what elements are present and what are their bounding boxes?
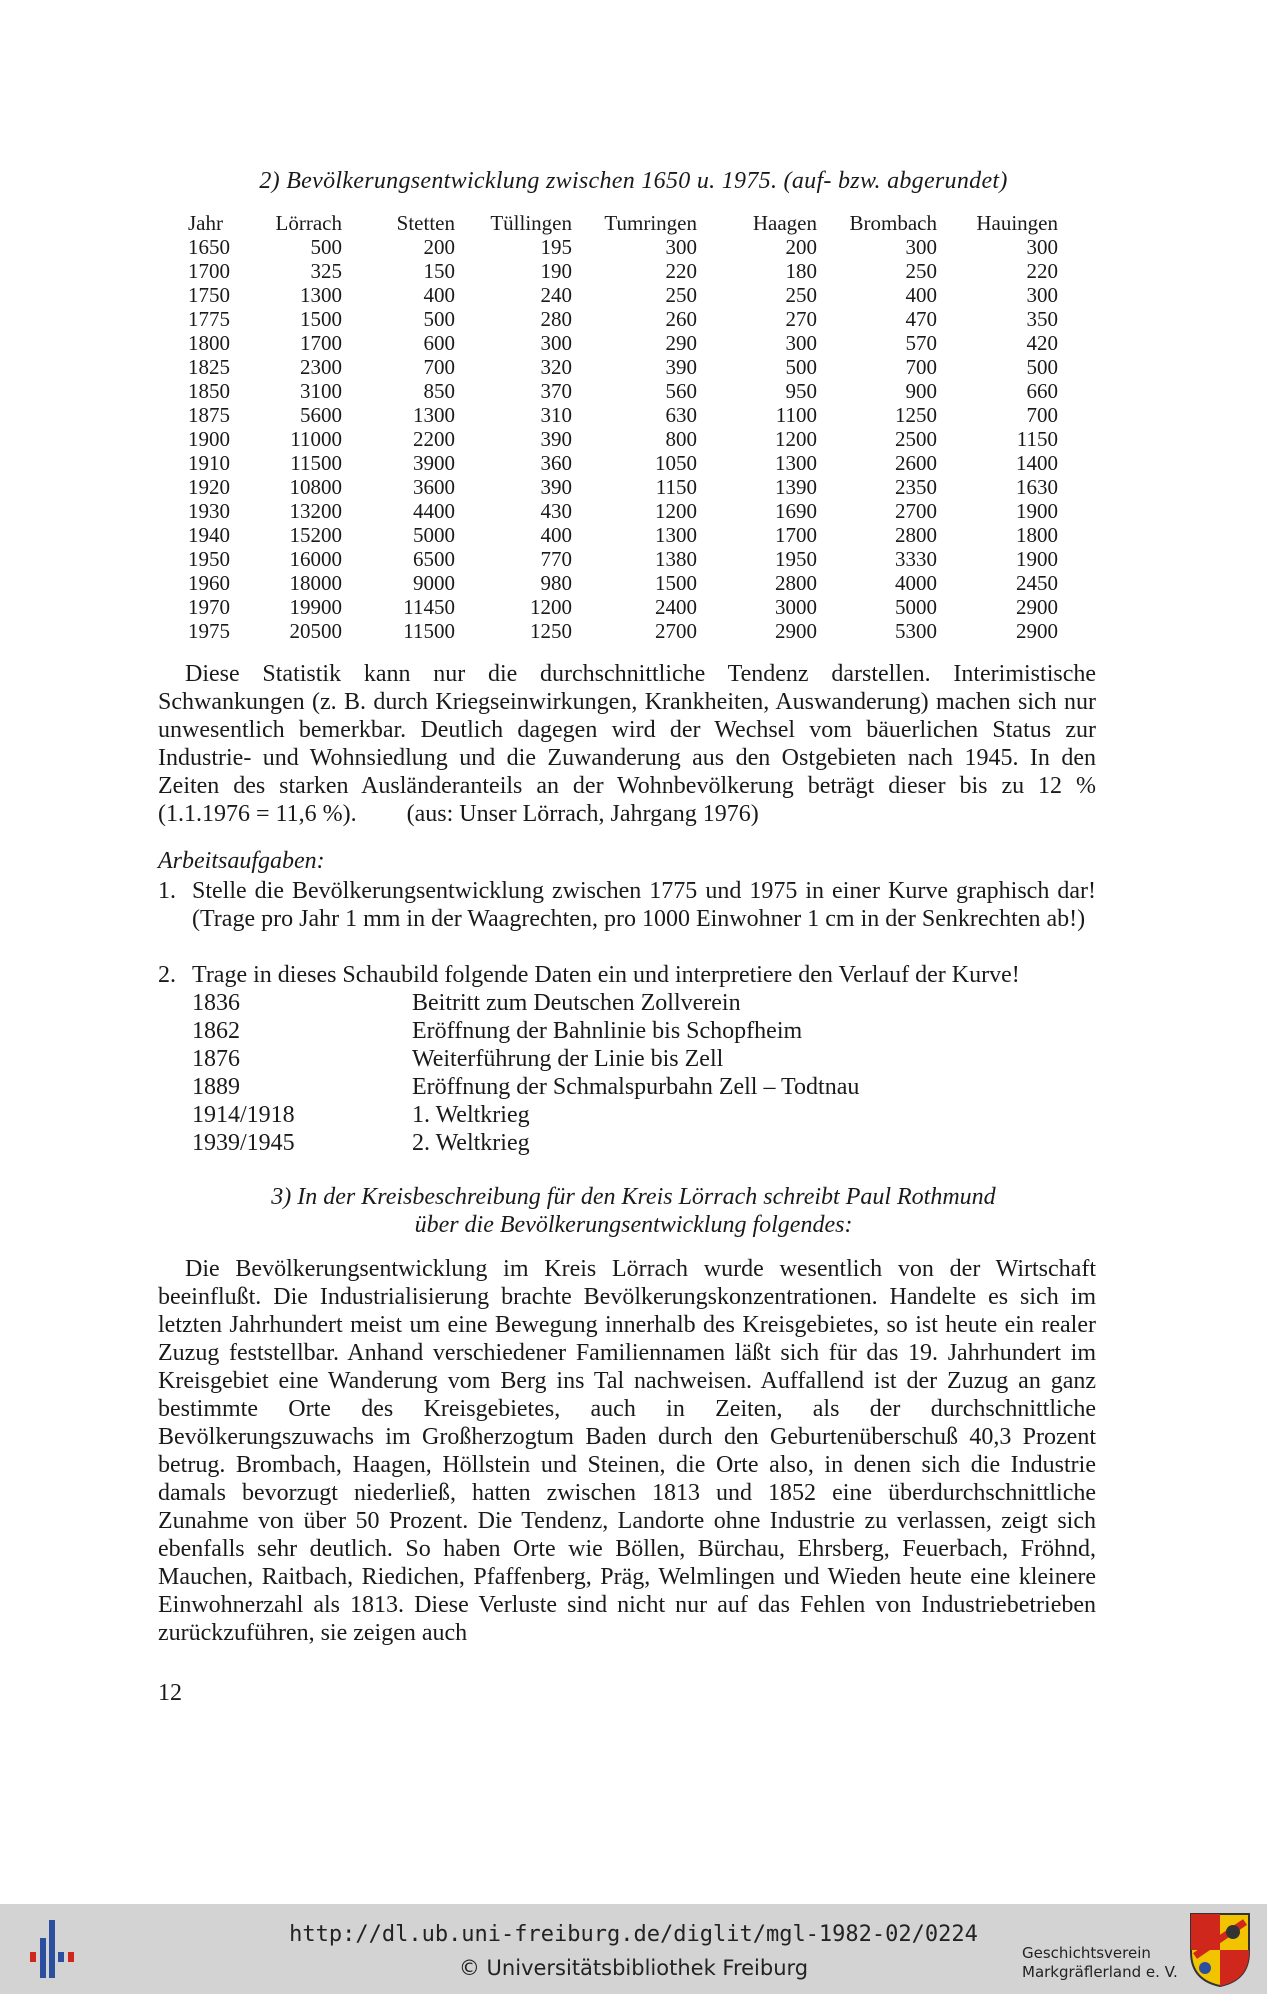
table-cell-value: 250 [665, 283, 697, 307]
table-cell-value: 11000 [290, 427, 342, 451]
footer-bar [0, 1904, 1267, 1994]
table-cell-value: 5600 [300, 403, 342, 427]
table-cell-value: 260 [665, 307, 697, 331]
table-cell-value: 630 [665, 403, 697, 427]
table-cell-value: 3100 [300, 379, 342, 403]
table-cell-value: 11500 [290, 451, 342, 475]
table-cell-value: 2600 [895, 451, 937, 475]
table-cell-value: 5000 [895, 595, 937, 619]
table-cell-value: 2400 [655, 595, 697, 619]
table-row [188, 235, 1058, 259]
table-cell-value: 430 [540, 499, 572, 523]
table-cell-value: 5300 [895, 619, 937, 643]
section-3-line-1: 3) In der Kreisbeschreibung für den Kreis Lörrach schreibt Paul Rothmund [271, 1184, 996, 1210]
table-cell-value: 300 [905, 235, 937, 259]
table-row [188, 547, 1058, 571]
table-cell-year: 1825 [188, 355, 230, 379]
event-date: 1836 [192, 990, 240, 1016]
table-cell-year: 1950 [188, 547, 230, 571]
table-cell-value: 390 [665, 355, 697, 379]
paragraph-rothmund: Die Bevölkerungsentwicklung im Kreis Lörrach wurde wesentlich von der Wirtschaft beeinflußt. Die Industrialisierung brachte Bevölkerungskonzentrationen. Handelte es sich im letzten Jahrhundert meist um eine Bewegung innerhalb des Kreisgebietes, so ist heute ein realer Zuzug feststellbar. Anhand verschiedener Familiennamen läßt sich für das 19. Jahrhundert im Kreisgebiet eine Wanderung vom Berg ins Tal nachweisen. Auffallend ist der Zuzug an ganz bestimmte Orte des Kreisgebietes, auch in Zeiten, als der durchschnittliche Bevölkerungszuwachs im Großherzogtum Baden durch den Geburtenüberschuß 40,3 Prozent betrug. Brombach, Haagen, Höllstein und Steinen, die Orte also, in denen sich die Industrie damals bevorzugt niederließ, hatten zwischen 1813 und 1852 eine überdurchschnittliche Zunahme von über 50 Prozent. Die Tendenz, Landorte ohne Industrie zu verlassen, zeigt sich ebenfalls sehr deutlich. So haben Orte wie Böllen, Bürchau, Ehrsberg, Feuerbach, Fröhnd, Mauchen, Raitbach, Riedichen, Pfaffenberg, Präg, Welmlingen und Wieden heute eine kleinere Einwohnerzahl als 1813. Diese Verluste sind nicht nur auf das Fehlen von Industriebetrieben zurückzuführen, sie zeigen auch [158, 1256, 1096, 1646]
table-cell-value: 390 [540, 475, 572, 499]
table-cell-year: 1800 [188, 331, 230, 355]
section-3-heading [0, 1183, 1267, 1239]
table-cell-year: 1650 [188, 235, 230, 259]
column-header-tumringen: Tumringen [604, 210, 697, 235]
table-cell-value: 370 [540, 379, 572, 403]
table-row [188, 571, 1058, 595]
task-2 [158, 961, 1096, 989]
table-cell-value: 1300 [413, 403, 455, 427]
table-cell-value: 5000 [413, 523, 455, 547]
column-header-lörrach: Lörrach [275, 210, 342, 235]
table-cell-value: 220 [1026, 259, 1058, 283]
event-item [192, 989, 859, 1017]
table-cell-year: 1930 [188, 499, 230, 523]
table-cell-value: 9000 [413, 571, 455, 595]
table-cell-value: 1900 [1016, 547, 1058, 571]
table-cell-value: 400 [423, 283, 455, 307]
table-row [188, 619, 1058, 643]
task-text: Trage in dieses Schaubild folgende Daten ein und interpretiere den Verlauf der Kurve! [192, 962, 1020, 988]
table-header-row [188, 210, 1058, 235]
table-cell-value: 2450 [1016, 571, 1058, 595]
table-cell-value: 700 [423, 355, 455, 379]
table-cell-year: 1750 [188, 283, 230, 307]
table-cell-value: 500 [1026, 355, 1058, 379]
table-cell-value: 13200 [289, 499, 342, 523]
table-cell-value: 300 [1026, 235, 1058, 259]
table-cell-value: 980 [540, 571, 572, 595]
paragraph-source: (aus: Unser Lörrach, Jahrgang 1976) [406, 801, 759, 827]
table-cell-value: 3600 [413, 475, 455, 499]
table-cell-value: 3000 [775, 595, 817, 619]
table-row [188, 451, 1058, 475]
table-cell-value: 1200 [530, 595, 572, 619]
coat-of-arms-icon [1189, 1912, 1251, 1988]
page-number: 12 [158, 1680, 182, 1706]
table-cell-value: 2200 [413, 427, 455, 451]
table-cell-value: 1900 [1016, 499, 1058, 523]
table-cell-value: 1630 [1016, 475, 1058, 499]
table-cell-value: 1500 [300, 307, 342, 331]
table-cell-value: 1800 [1016, 523, 1058, 547]
table-cell-value: 16000 [289, 547, 342, 571]
table-row [188, 331, 1058, 355]
table-cell-value: 325 [310, 259, 342, 283]
table-cell-value: 10800 [289, 475, 342, 499]
event-date: 1939/1945 [192, 1130, 295, 1156]
table-cell-value: 1400 [1016, 451, 1058, 475]
org-name-line-1: Geschichtsverein [1022, 1944, 1151, 1962]
table-cell-value: 1390 [775, 475, 817, 499]
table-cell-value: 570 [905, 331, 937, 355]
org-name-line-2: Markgräflerland e. V. [1022, 1963, 1178, 1981]
table-cell-value: 900 [905, 379, 937, 403]
task-1 [158, 877, 1096, 933]
paragraph-text: Diese Statistik kann nur die durchschnittliche Tendenz darstellen. Interimistische Schwankungen (z. B. durch Kriegseinwirkungen, Krankheiten, Auswanderung) machen sich nur unwesentlich bemerkbar. Deutlich dagegen wird der Wechsel vom bäuerlichen Status zur Industrie- und Wohnsiedlung und die Zuwanderung aus den Ostgebieten nach 1945. In den Zeiten des starken Ausländeranteils an der Wohnbevölkerung beträgt dieser bis zu 12 % (1.1.1976 = 11,6 %). [158, 661, 1096, 827]
table-title: 2) Bevölkerungsentwicklung zwischen 1650 u. 1975. (auf- bzw. abgerundet) [259, 168, 1008, 194]
table-cell-year: 1900 [188, 427, 230, 451]
table-cell-value: 500 [423, 307, 455, 331]
column-header-tüllingen: Tüllingen [490, 210, 572, 235]
table-cell-value: 2800 [775, 571, 817, 595]
table-cell-value: 250 [785, 283, 817, 307]
table-cell-value: 200 [423, 235, 455, 259]
table-cell-value: 1300 [300, 283, 342, 307]
table-cell-value: 270 [785, 307, 817, 331]
table-cell-value: 2350 [895, 475, 937, 499]
table-row [188, 523, 1058, 547]
table-cell-value: 2900 [1016, 619, 1058, 643]
table-cell-value: 1150 [1016, 427, 1058, 451]
footer-organization [1022, 1944, 1178, 1982]
table-cell-value: 4000 [895, 571, 937, 595]
table-cell-year: 1875 [188, 403, 230, 427]
table-cell-value: 950 [785, 379, 817, 403]
table-row [188, 379, 1058, 403]
population-table [188, 210, 1058, 643]
table-cell-value: 3330 [895, 547, 937, 571]
table-cell-value: 560 [665, 379, 697, 403]
table-body [188, 235, 1058, 643]
table-cell-value: 2900 [1016, 595, 1058, 619]
event-item [192, 1017, 859, 1045]
table-cell-value: 15200 [289, 523, 342, 547]
table-cell-value: 1950 [775, 547, 817, 571]
section-3-line-2: über die Bevölkerungsentwicklung folgendes: [414, 1212, 853, 1238]
table-cell-value: 600 [423, 331, 455, 355]
table-cell-value: 150 [423, 259, 455, 283]
table-cell-year: 1920 [188, 475, 230, 499]
table-cell-value: 1500 [655, 571, 697, 595]
table-cell-value: 500 [310, 235, 342, 259]
table-cell-value: 2700 [655, 619, 697, 643]
footer-copyright: © Universitätsbibliothek Freiburg [458, 1956, 809, 1980]
table-cell-value: 300 [540, 331, 572, 355]
table-cell-year: 1940 [188, 523, 230, 547]
table-cell-value: 390 [540, 427, 572, 451]
table-cell-value: 1300 [775, 451, 817, 475]
table-cell-value: 400 [905, 283, 937, 307]
table-cell-year: 1700 [188, 259, 230, 283]
table-cell-value: 11500 [403, 619, 455, 643]
table-cell-value: 11450 [403, 595, 455, 619]
column-header-haagen: Haagen [752, 210, 817, 235]
table-cell-value: 1300 [655, 523, 697, 547]
table-cell-value: 200 [785, 235, 817, 259]
paragraph-statistics [158, 660, 1096, 828]
table-cell-value: 660 [1026, 379, 1058, 403]
table-row [188, 403, 1058, 427]
table-cell-year: 1850 [188, 379, 230, 403]
task-number: 1. [158, 878, 176, 904]
event-text: Eröffnung der Bahnlinie bis Schopfheim [412, 1018, 803, 1044]
table-cell-value: 360 [540, 451, 572, 475]
table-row [188, 475, 1058, 499]
table-cell-value: 180 [785, 259, 817, 283]
table-cell-value: 1690 [775, 499, 817, 523]
table-row [188, 499, 1058, 523]
table-cell-value: 320 [540, 355, 572, 379]
table-cell-value: 700 [1026, 403, 1058, 427]
table-cell-value: 220 [665, 259, 697, 283]
table-cell-value: 19900 [289, 595, 342, 619]
table-cell-value: 1700 [775, 523, 817, 547]
task-text: Stelle die Bevölkerungsentwicklung zwischen 1775 und 1975 in einer Kurve graphisch dar! (Trage pro Jahr 1 mm in der Waagrechten, pro 1000 Einwohner 1 cm in der Senkrechten ab!) [192, 878, 1096, 932]
table-cell-value: 1150 [655, 475, 697, 499]
event-text: Weiterführung der Linie bis Zell [412, 1046, 724, 1072]
table-row [188, 355, 1058, 379]
table-cell-value: 300 [1026, 283, 1058, 307]
event-text: Beitritt zum Deutschen Zollverein [412, 990, 741, 1016]
table-cell-value: 400 [540, 523, 572, 547]
table-cell-value: 1100 [775, 403, 817, 427]
table-cell-value: 2800 [895, 523, 937, 547]
table-cell-value: 800 [665, 427, 697, 451]
event-item [192, 1101, 859, 1129]
event-item [192, 1073, 859, 1101]
event-item [192, 1045, 859, 1073]
table-cell-value: 350 [1026, 307, 1058, 331]
table-cell-value: 1700 [300, 331, 342, 355]
table-cell-value: 1250 [895, 403, 937, 427]
table-cell-value: 420 [1026, 331, 1058, 355]
column-header-brombach: Brombach [849, 210, 937, 235]
table-cell-value: 850 [423, 379, 455, 403]
table-row [188, 595, 1058, 619]
table-cell-value: 300 [785, 331, 817, 355]
event-date: 1876 [192, 1046, 240, 1072]
column-header-hauingen: Hauingen [976, 210, 1058, 235]
table-cell-value: 2500 [895, 427, 937, 451]
table-cell-value: 280 [540, 307, 572, 331]
table-cell-value: 1050 [655, 451, 697, 475]
task-number: 2. [158, 962, 176, 988]
table-cell-value: 2700 [895, 499, 937, 523]
table-cell-value: 4400 [413, 499, 455, 523]
table-cell-value: 1250 [530, 619, 572, 643]
events-list [192, 989, 859, 1157]
table-cell-value: 20500 [289, 619, 342, 643]
table-cell-value: 290 [665, 331, 697, 355]
table-cell-year: 1960 [188, 571, 230, 595]
table-cell-value: 2900 [775, 619, 817, 643]
table-row [188, 259, 1058, 283]
table-cell-value: 2300 [300, 355, 342, 379]
table-row [188, 427, 1058, 451]
table-cell-value: 6500 [413, 547, 455, 571]
table-row [188, 307, 1058, 331]
table-cell-value: 195 [540, 235, 572, 259]
table-cell-value: 300 [665, 235, 697, 259]
footer-url[interactable]: http://dl.ub.uni-freiburg.de/diglit/mgl-1982-02/0224 [289, 1922, 978, 1947]
column-header-year: Jahr [188, 210, 223, 235]
event-text: 1. Weltkrieg [412, 1102, 530, 1128]
table-cell-value: 18000 [289, 571, 342, 595]
table-cell-year: 1975 [188, 619, 230, 643]
table-cell-year: 1775 [188, 307, 230, 331]
event-date: 1889 [192, 1074, 240, 1100]
table-cell-value: 240 [540, 283, 572, 307]
tasks-heading: Arbeitsaufgaben: [158, 848, 325, 874]
table-cell-year: 1970 [188, 595, 230, 619]
table-cell-value: 770 [540, 547, 572, 571]
table-cell-value: 500 [785, 355, 817, 379]
table-cell-value: 3900 [413, 451, 455, 475]
table-cell-value: 1200 [775, 427, 817, 451]
event-item [192, 1129, 859, 1157]
table-cell-value: 190 [540, 259, 572, 283]
table-cell-year: 1910 [188, 451, 230, 475]
event-text: Eröffnung der Schmalspurbahn Zell – Todtnau [412, 1074, 860, 1100]
event-date: 1862 [192, 1018, 240, 1044]
table-cell-value: 250 [905, 259, 937, 283]
table-cell-value: 700 [905, 355, 937, 379]
table-cell-value: 1200 [655, 499, 697, 523]
table-cell-value: 470 [905, 307, 937, 331]
table-row [188, 283, 1058, 307]
event-date: 1914/1918 [192, 1102, 295, 1128]
table-cell-value: 1380 [655, 547, 697, 571]
table-cell-value: 310 [540, 403, 572, 427]
event-text: 2. Weltkrieg [412, 1130, 530, 1156]
column-header-stetten: Stetten [396, 210, 455, 235]
